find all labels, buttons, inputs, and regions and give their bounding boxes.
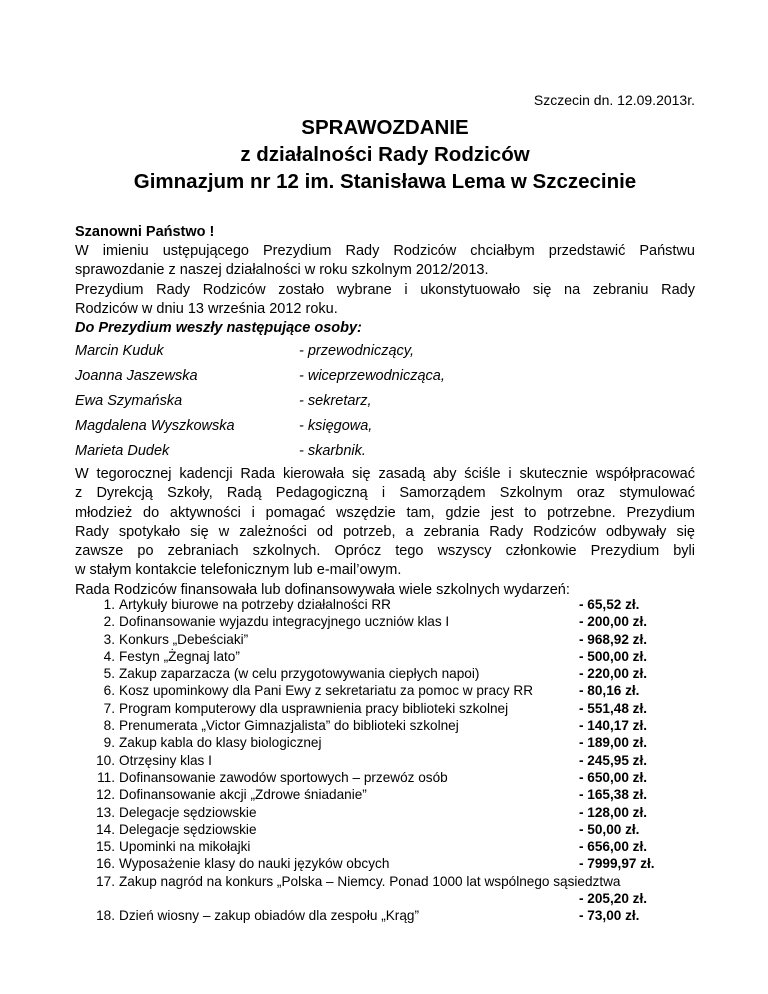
expense-amount: - 50,00 zł. (579, 821, 640, 837)
expense-description: Prenumerata „Victor Gimnazjalista” do biblioteki szkolnej (119, 718, 459, 734)
member-name: Joanna Jaszewska (75, 368, 198, 384)
expense-amount: - 128,00 zł. (579, 804, 648, 820)
expense-amount: - 65,52 zł. (579, 597, 640, 612)
member-role: - skarbnik. (299, 443, 366, 459)
intro-line: Prezydium Rady Rodziców zostało wybrane i ukonstytuowało się na zebraniu Rady (75, 281, 695, 298)
activity-line: młodzież do aktywności i pomagać wszędzie tam, gdzie jest to potrzebne. Prezydium (75, 504, 695, 521)
report-title: SPRAWOZDANIE (301, 116, 469, 139)
expense-description: Zakup kabla do klasy biologicznej (119, 735, 322, 751)
member-name: Ewa Szymańska (75, 393, 183, 409)
expense-item (95, 821, 715, 838)
expense-description: Program komputerowy dla usprawnienia pracy biblioteki szkolnej (119, 700, 509, 716)
expense-description: Upominki na mikołajki (119, 839, 251, 855)
expense-item (95, 717, 715, 734)
expense-number: 18. (96, 908, 115, 924)
expense-item-continuation (95, 890, 715, 907)
expense-description: Zakup zaparzacza (w celu przygotowywania ciepłych napoi) (119, 666, 480, 682)
expense-description: Kosz upominkowy dla Pani Ewy z sekretariatu za pomoc w pracy RR (119, 683, 534, 699)
expense-item (95, 855, 715, 872)
expense-amount: - 220,00 zł. (579, 666, 648, 682)
report-subtitle: z działalności Rady Rodziców (240, 143, 530, 166)
expense-item (95, 804, 715, 821)
expense-amount: - 245,95 zł. (579, 752, 648, 768)
expense-description: Dofinansowanie wyjazdu integracyjnego uczniów klas I (119, 614, 450, 630)
expense-amount: - 656,00 zł. (579, 839, 648, 855)
expense-item (95, 665, 715, 682)
member-role: - przewodniczący, (299, 343, 414, 359)
expense-item (95, 873, 715, 890)
expense-number: 15. (96, 839, 115, 855)
expense-description: Konkurs „Debeściaki” (119, 631, 249, 647)
expense-description: Dzień wiosny – zakup obiadów dla zespołu „Krąg” (119, 908, 419, 924)
expense-description: Delegacje sędziowskie (119, 821, 257, 837)
expense-amount: - 165,38 zł. (579, 787, 648, 803)
expense-item (95, 786, 715, 803)
member-name: Marieta Dudek (75, 443, 170, 459)
expense-number: 5. (103, 666, 115, 682)
activity-line: z Dyrekcją Szkoły, Radą Pedagogiczną i Samorządem Szkolnym oraz stymulować (75, 485, 695, 502)
expense-number: 12. (96, 787, 115, 803)
expense-amount: - 551,48 zł. (579, 700, 648, 716)
activity-line: w stałym kontakcie telefonicznym lub e-mail’owym. (75, 562, 402, 579)
expense-amount: - 80,16 zł. (579, 683, 640, 699)
expenses-list (95, 596, 715, 925)
greeting: Szanowni Państwo ! (75, 224, 215, 240)
expense-number: 6. (103, 683, 115, 699)
member-role: - sekretarz, (299, 393, 372, 409)
expense-item (95, 682, 715, 699)
member-role: - księgowa, (299, 418, 373, 434)
member-row (75, 393, 695, 418)
expense-amount: - 650,00 zł. (579, 769, 648, 785)
expense-amount: - 189,00 zł. (579, 735, 648, 751)
expense-item (95, 769, 715, 786)
expense-number: 10. (96, 752, 115, 768)
expense-number: 13. (96, 804, 115, 820)
activity-line: zawsze po zebraniach szkolnych. Oprócz tego wszyscy członkowie Prezydium byli (75, 543, 695, 560)
document-date: Szczecin dn. 12.09.2013r. (533, 92, 695, 108)
expense-number: 16. (96, 856, 115, 872)
expense-number: 3. (103, 631, 115, 647)
expense-item (95, 700, 715, 717)
activity-paragraph (75, 465, 695, 600)
expense-item (95, 596, 715, 613)
expense-number: 1. (103, 597, 115, 612)
expense-description: Zakup nagród na konkurs „Polska – Niemcy. Ponad 1000 lat wspólnego sąsiedztwa (119, 873, 621, 889)
intro-paragraph (75, 242, 695, 319)
expense-number: 8. (103, 718, 115, 734)
expense-description: Artykuły biurowe na potrzeby działalności RR (119, 597, 391, 612)
expense-item (95, 838, 715, 855)
expense-description: Dofinansowanie akcji „Zdrowe śniadanie” (119, 787, 367, 803)
expense-number: 2. (103, 614, 115, 630)
school-name: Gimnazjum nr 12 im. Stanisława Lema w Szczecinie (133, 170, 637, 193)
intro-line: sprawozdanie z naszej działalności w roku szkolnym 2012/2013. (75, 262, 489, 279)
expense-item (95, 907, 715, 924)
members-heading: Do Prezydium weszły następujące osoby: (75, 320, 362, 336)
expense-amount: - 73,00 zł. (579, 908, 640, 924)
expense-item (95, 613, 715, 630)
member-row (75, 368, 695, 393)
expense-amount: - 140,17 zł. (579, 718, 648, 734)
member-name: Marcin Kuduk (75, 343, 164, 359)
activity-line: Rada Rodziców finansowała lub dofinansowywała wiele szkolnych wydarzeń: (75, 581, 570, 598)
intro-line: Rodziców w dniu 13 września 2012 roku. (75, 300, 338, 317)
expense-description: Wyposażenie klasy do nauki języków obcych (119, 856, 390, 872)
expense-number: 11. (97, 769, 115, 785)
member-role: - wiceprzewodnicząca, (299, 368, 445, 384)
expense-amount: - 200,00 zł. (579, 614, 648, 630)
expense-amount: - 968,92 zł. (579, 631, 648, 647)
expense-description: Festyn „Żegnaj lato” (119, 648, 240, 664)
member-row (75, 343, 695, 368)
members-list (75, 343, 695, 468)
expense-number: 17. (96, 873, 115, 889)
expense-description: Delegacje sędziowskie (119, 804, 257, 820)
member-row (75, 418, 695, 443)
expense-item (95, 734, 715, 751)
activity-line: Rady spotykało się w zależności od potrzeb, a zebrania Rady Rodziców odbywały się (75, 523, 695, 540)
expense-item (95, 648, 715, 665)
expense-item (95, 631, 715, 648)
expense-number: 4. (103, 648, 115, 664)
expense-amount: - 205,20 zł. (579, 891, 648, 907)
expense-number: 9. (103, 735, 115, 751)
expense-number: 14. (96, 821, 115, 837)
expense-description: Dofinansowanie zawodów sportowych – przewóz osób (119, 769, 448, 785)
member-name: Magdalena Wyszkowska (75, 418, 235, 434)
expense-amount: - 7999,97 zł. (579, 856, 655, 872)
expense-number: 7. (103, 700, 115, 716)
expense-description: Otrzęsiny klas I (119, 752, 212, 768)
activity-line: W tegorocznej kadencji Rada kierowała się zasadą aby ściśle i skutecznie współpracować (75, 466, 695, 482)
expense-amount: - 500,00 zł. (579, 648, 648, 664)
expense-item (95, 752, 715, 769)
intro-line: W imieniu ustępującego Prezydium Rady Rodziców chciałbym przedstawić Państwu (75, 243, 695, 259)
